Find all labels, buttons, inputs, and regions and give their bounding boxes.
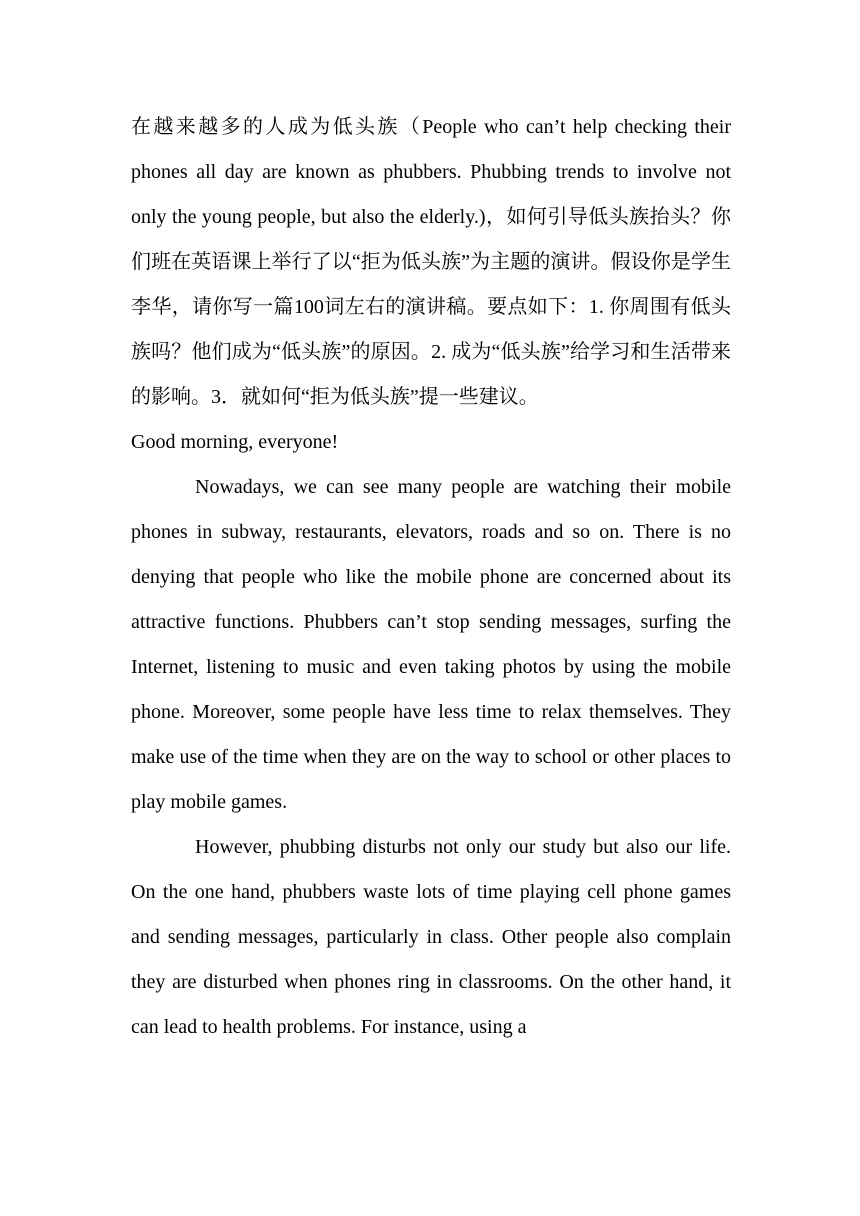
writing-prompt: 在越来越多的人成为低头族（People who can’t help checking their phones all day are known as phubbers. Phubbing trends to involve not only the young people, but also the elderly.)，如何引导低头族抬头？你们班在英语课上举行了以“拒为低头族”为主题的演讲。假设你是学生李华，请你写一篇100词左右的演讲稿。要点如下：1. 你周围有低头族吗？他们成为“低头族”的原因。2. 成为“低头族”给学习和生活带来的影响。3．就如何“拒为低头族”提一些建议。 [131,116,731,408]
speech-paragraph-1: Nowadays, we can see many people are watching their mobile phones in subway, restaurants, elevators, roads and so on. There is no denying that people who like the mobile phone are concerned about its attractive functions. Phubbers can’t stop sending messages, surfing the Internet, listening to music and even taking photos by using the mobile phone. Moreover, some people have less time to relax themselves. They make use of the time when they are on the way to school or other places to play mobile games. [131,476,731,813]
speech-paragraph-2: However, phubbing disturbs not only our study but also our life. On the one hand, phubbers waste lots of time playing cell phone games and sending messages, particularly in class. Other people also complain they are disturbed when phones ring in classrooms. On the other hand, it can lead to health problems. For instance, using a [131,836,731,1038]
document-body [131,105,731,1050]
speech-greeting: Good morning, everyone! [131,431,339,453]
